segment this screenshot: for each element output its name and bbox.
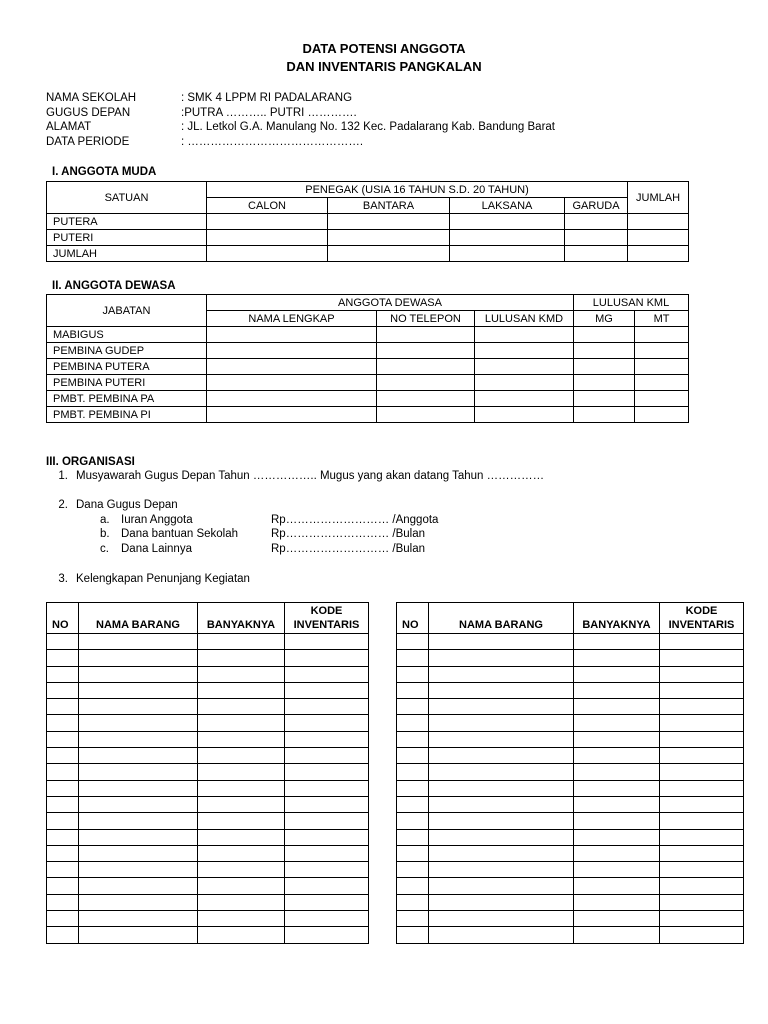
inventory-cell bbox=[47, 927, 79, 943]
table-row bbox=[47, 246, 689, 262]
info-value: : JL. Letkol G.A. Manulang No. 132 Kec. Padalarang Kab. Bandung Barat bbox=[181, 121, 555, 133]
item-text: Dana Gugus Depan bbox=[76, 499, 178, 511]
dana-value: Rp……………………… /Bulan bbox=[271, 543, 426, 555]
row-label: PEMBINA PUTERA bbox=[47, 359, 207, 375]
inventory-cell bbox=[47, 715, 79, 731]
inventory-cell bbox=[429, 862, 574, 878]
kode-line-1: KODE bbox=[685, 605, 718, 617]
title-line-1: DATA POTENSI ANGGOTA bbox=[302, 41, 466, 56]
col-kode-inventaris bbox=[285, 603, 369, 634]
inventory-cell bbox=[574, 715, 660, 731]
inventory-row bbox=[47, 878, 369, 894]
inventory-cell bbox=[285, 715, 369, 731]
inventory-cell bbox=[660, 911, 744, 927]
title-line-2: DAN INVENTARIS PANGKALAN bbox=[286, 59, 482, 74]
inventory-cell bbox=[397, 731, 429, 747]
inventory-row bbox=[47, 650, 369, 666]
inventory-row bbox=[47, 731, 369, 747]
item-number: 1. bbox=[58, 470, 68, 482]
inventory-cell bbox=[660, 780, 744, 796]
inventory-cell bbox=[574, 682, 660, 698]
inventory-cell bbox=[285, 845, 369, 861]
inventory-row bbox=[47, 715, 369, 731]
inventory-cell bbox=[660, 878, 744, 894]
info-label: DATA PERIODE bbox=[46, 135, 130, 148]
inventory-cell bbox=[397, 682, 429, 698]
inventory-cell bbox=[397, 634, 429, 650]
inventory-cell bbox=[574, 731, 660, 747]
inventory-cell bbox=[397, 666, 429, 682]
inventory-row bbox=[397, 894, 744, 910]
school-info bbox=[46, 91, 555, 149]
inventory-row bbox=[47, 845, 369, 861]
inventory-cell bbox=[429, 780, 574, 796]
inventory-cell bbox=[397, 715, 429, 731]
row-label: PEMBINA PUTERI bbox=[47, 375, 207, 391]
inventory-cell bbox=[198, 878, 285, 894]
inventory-table-right bbox=[396, 602, 744, 944]
inventory-cell bbox=[574, 878, 660, 894]
inventory-cell bbox=[429, 927, 574, 943]
inventory-cell bbox=[397, 699, 429, 715]
inventory-cell bbox=[47, 894, 79, 910]
inventory-cell bbox=[429, 878, 574, 894]
inventory-cell bbox=[198, 780, 285, 796]
inventory-cell bbox=[79, 731, 198, 747]
inventory-cell bbox=[285, 780, 369, 796]
info-row-data-periode bbox=[46, 135, 555, 150]
inventory-cell bbox=[574, 699, 660, 715]
inventory-cell bbox=[574, 796, 660, 812]
col-anggota-dewasa: ANGGOTA DEWASA bbox=[207, 295, 574, 311]
inventory-cell bbox=[47, 748, 79, 764]
inventory-cell bbox=[198, 911, 285, 927]
inventory-header-row bbox=[397, 603, 744, 634]
inventory-cell bbox=[574, 764, 660, 780]
inventory-cell bbox=[47, 845, 79, 861]
col-nama-barang: NAMA BARANG bbox=[79, 603, 198, 634]
item-text: Musyawarah Gugus Depan Tahun …………….. Mugus yang akan datang Tahun …………… bbox=[76, 470, 545, 482]
dana-item-b bbox=[100, 528, 425, 540]
row-label: PEMBINA GUDEP bbox=[47, 343, 207, 359]
inventory-row bbox=[397, 927, 744, 943]
inventory-cell bbox=[198, 634, 285, 650]
inventory-cell bbox=[429, 764, 574, 780]
inventory-cell bbox=[397, 650, 429, 666]
inventory-cell bbox=[47, 862, 79, 878]
anggota-dewasa-table bbox=[46, 294, 689, 423]
info-value: :PUTRA ……….. PUTRI …………. bbox=[181, 106, 357, 119]
inventory-cell bbox=[285, 911, 369, 927]
inventory-cell bbox=[574, 911, 660, 927]
inventory-cell bbox=[660, 796, 744, 812]
col-lulusan-kml: LULUSAN KML bbox=[574, 295, 689, 311]
table-row bbox=[47, 327, 689, 343]
inventory-cell bbox=[429, 666, 574, 682]
inventory-cell bbox=[198, 650, 285, 666]
col-lulusan-kmd: LULUSAN KMD bbox=[475, 311, 574, 327]
inventory-cell bbox=[79, 780, 198, 796]
inventory-cell bbox=[660, 682, 744, 698]
dana-letter: b. bbox=[100, 528, 110, 540]
section-1-heading: I. ANGGOTA MUDA bbox=[52, 166, 157, 178]
inventory-row bbox=[47, 829, 369, 845]
info-row-alamat bbox=[46, 120, 555, 135]
inventory-cell bbox=[429, 699, 574, 715]
col-no: NO bbox=[397, 603, 429, 634]
inventory-row bbox=[47, 699, 369, 715]
inventory-cell bbox=[79, 813, 198, 829]
inventory-cell bbox=[660, 927, 744, 943]
inventory-cell bbox=[429, 748, 574, 764]
inventory-row bbox=[397, 731, 744, 747]
inventory-cell bbox=[285, 699, 369, 715]
inventory-cell bbox=[429, 813, 574, 829]
info-label: ALAMAT bbox=[46, 121, 92, 133]
inventory-cell bbox=[660, 715, 744, 731]
inventory-cell bbox=[660, 862, 744, 878]
inventory-row bbox=[47, 748, 369, 764]
info-label: NAMA SEKOLAH bbox=[46, 92, 137, 104]
inventory-cell bbox=[79, 862, 198, 878]
inventory-cell bbox=[574, 780, 660, 796]
inventory-cell bbox=[660, 699, 744, 715]
inventory-cell bbox=[285, 666, 369, 682]
inventory-cell bbox=[285, 927, 369, 943]
inventory-cell bbox=[47, 699, 79, 715]
inventory-cell bbox=[574, 845, 660, 861]
item-number: 3. bbox=[58, 573, 68, 585]
inventory-row bbox=[47, 862, 369, 878]
inventory-cell bbox=[79, 927, 198, 943]
col-nama-lengkap: NAMA LENGKAP bbox=[207, 311, 377, 327]
row-label: PMBT. PEMBINA PI bbox=[47, 407, 207, 423]
inventory-cell bbox=[47, 731, 79, 747]
info-label: GUGUS DEPAN bbox=[46, 106, 131, 119]
inventory-cell bbox=[285, 731, 369, 747]
org-item-1 bbox=[46, 470, 544, 482]
inventory-cell bbox=[429, 845, 574, 861]
inventory-row bbox=[397, 780, 744, 796]
kode-line-1: KODE bbox=[310, 605, 343, 617]
inventory-table-left bbox=[46, 602, 369, 944]
inventory-cell bbox=[574, 650, 660, 666]
inventory-row bbox=[397, 699, 744, 715]
row-label: MABIGUS bbox=[47, 327, 207, 343]
col-bantara: BANTARA bbox=[328, 198, 450, 214]
table-row bbox=[47, 343, 689, 359]
inventory-cell bbox=[285, 748, 369, 764]
inventory-cell bbox=[198, 829, 285, 845]
inventory-cell bbox=[574, 634, 660, 650]
col-kode-inventaris bbox=[660, 603, 744, 634]
inventory-cell bbox=[397, 829, 429, 845]
inventory-cell bbox=[660, 894, 744, 910]
inventory-cell bbox=[79, 650, 198, 666]
inventory-cell bbox=[429, 650, 574, 666]
inventory-cell bbox=[198, 764, 285, 780]
inventory-cell bbox=[79, 894, 198, 910]
inventory-row bbox=[397, 764, 744, 780]
inventory-row bbox=[397, 813, 744, 829]
inventory-cell bbox=[198, 715, 285, 731]
inventory-cell bbox=[285, 829, 369, 845]
table-row bbox=[47, 375, 689, 391]
col-laksana: LAKSANA bbox=[450, 198, 565, 214]
inventory-cell bbox=[429, 634, 574, 650]
inventory-cell bbox=[47, 780, 79, 796]
inventory-cell bbox=[429, 829, 574, 845]
inventory-cell bbox=[285, 796, 369, 812]
info-row-nama-sekolah bbox=[46, 91, 555, 106]
inventory-cell bbox=[79, 666, 198, 682]
inventory-row bbox=[397, 829, 744, 845]
inventory-cell bbox=[47, 796, 79, 812]
inventory-cell bbox=[429, 682, 574, 698]
dana-value: Rp……………………… /Bulan bbox=[271, 528, 426, 540]
col-no: NO bbox=[47, 603, 79, 634]
item-text: Kelengkapan Penunjang Kegiatan bbox=[76, 573, 250, 585]
dana-label: Iuran Anggota bbox=[121, 514, 193, 526]
inventory-row bbox=[47, 927, 369, 943]
inventory-cell bbox=[397, 780, 429, 796]
inventory-cell bbox=[397, 911, 429, 927]
row-label: PUTERI bbox=[47, 230, 207, 246]
inventory-row bbox=[397, 796, 744, 812]
inventory-cell bbox=[198, 927, 285, 943]
inventory-cell bbox=[198, 845, 285, 861]
col-penegak: PENEGAK (USIA 16 TAHUN S.D. 20 TAHUN) bbox=[207, 182, 628, 198]
inventory-cell bbox=[397, 894, 429, 910]
col-banyaknya: BANYAKNYA bbox=[198, 603, 285, 634]
inventory-row bbox=[397, 682, 744, 698]
section-2-heading: II. ANGGOTA DEWASA bbox=[52, 280, 176, 292]
inventory-cell bbox=[397, 813, 429, 829]
inventory-header-row bbox=[47, 603, 369, 634]
inventory-cell bbox=[79, 796, 198, 812]
inventory-cell bbox=[429, 894, 574, 910]
row-label: PUTERA bbox=[47, 214, 207, 230]
inventory-row bbox=[47, 894, 369, 910]
row-label: JUMLAH bbox=[47, 246, 207, 262]
col-jumlah: JUMLAH bbox=[628, 182, 689, 214]
inventory-cell bbox=[198, 894, 285, 910]
inventory-cell bbox=[198, 666, 285, 682]
kode-line-2: INVENTARIS bbox=[293, 619, 360, 631]
col-mt: MT bbox=[635, 311, 689, 327]
inventory-cell bbox=[660, 731, 744, 747]
info-value: : SMK 4 LPPM RI PADALARANG bbox=[181, 92, 353, 104]
inventory-cell bbox=[285, 634, 369, 650]
inventory-cell bbox=[79, 845, 198, 861]
inventory-cell bbox=[79, 911, 198, 927]
inventory-cell bbox=[198, 796, 285, 812]
dana-letter: c. bbox=[100, 543, 109, 555]
dana-item-c bbox=[100, 543, 425, 555]
inventory-cell bbox=[79, 682, 198, 698]
col-satuan: SATUAN bbox=[47, 182, 207, 214]
inventory-row bbox=[47, 780, 369, 796]
anggota-muda-table bbox=[46, 181, 689, 262]
section-3-heading: III. ORGANISASI bbox=[46, 456, 135, 468]
table-row bbox=[47, 214, 689, 230]
inventory-cell bbox=[660, 764, 744, 780]
inventory-cell bbox=[198, 862, 285, 878]
inventory-cell bbox=[47, 666, 79, 682]
inventory-cell bbox=[47, 764, 79, 780]
inventory-cell bbox=[285, 878, 369, 894]
table-row bbox=[47, 391, 689, 407]
inventory-cell bbox=[79, 634, 198, 650]
col-banyaknya: BANYAKNYA bbox=[574, 603, 660, 634]
org-item-3 bbox=[46, 573, 250, 585]
inventory-cell bbox=[198, 813, 285, 829]
inventory-cell bbox=[285, 764, 369, 780]
inventory-cell bbox=[79, 715, 198, 731]
col-nama-barang: NAMA BARANG bbox=[429, 603, 574, 634]
inventory-cell bbox=[397, 796, 429, 812]
inventory-cell bbox=[574, 666, 660, 682]
dana-value: Rp……………………… /Anggota bbox=[271, 514, 439, 526]
inventory-cell bbox=[660, 666, 744, 682]
inventory-cell bbox=[47, 682, 79, 698]
inventory-cell bbox=[397, 764, 429, 780]
inventory-cell bbox=[660, 748, 744, 764]
inventory-cell bbox=[574, 748, 660, 764]
inventory-row bbox=[47, 796, 369, 812]
inventory-cell bbox=[660, 634, 744, 650]
org-item-2 bbox=[46, 499, 178, 511]
inventory-cell bbox=[47, 829, 79, 845]
inventory-cell bbox=[47, 911, 79, 927]
inventory-cell bbox=[285, 813, 369, 829]
inventory-cell bbox=[660, 829, 744, 845]
inventory-cell bbox=[429, 911, 574, 927]
inventory-cell bbox=[397, 862, 429, 878]
inventory-cell bbox=[574, 894, 660, 910]
inventory-row bbox=[397, 878, 744, 894]
kode-line-2: INVENTARIS bbox=[668, 619, 735, 631]
col-mg: MG bbox=[574, 311, 635, 327]
inventory-cell bbox=[47, 650, 79, 666]
inventory-cell bbox=[198, 748, 285, 764]
inventory-cell bbox=[429, 715, 574, 731]
inventory-row bbox=[47, 813, 369, 829]
col-no-telepon: NO TELEPON bbox=[377, 311, 475, 327]
inventory-row bbox=[397, 862, 744, 878]
inventory-cell bbox=[79, 878, 198, 894]
inventory-row bbox=[397, 666, 744, 682]
info-value: : ………………………………………. bbox=[181, 135, 364, 148]
inventory-cell bbox=[574, 829, 660, 845]
inventory-cell bbox=[429, 731, 574, 747]
inventory-cell bbox=[574, 813, 660, 829]
inventory-cell bbox=[574, 862, 660, 878]
info-row-gugus-depan bbox=[46, 106, 555, 121]
col-calon: CALON bbox=[207, 198, 328, 214]
inventory-cell bbox=[660, 813, 744, 829]
inventory-cell bbox=[660, 845, 744, 861]
inventory-cell bbox=[397, 845, 429, 861]
inventory-cell bbox=[285, 894, 369, 910]
table-row bbox=[47, 407, 689, 423]
dana-item-a bbox=[100, 514, 438, 526]
inventory-row bbox=[397, 748, 744, 764]
inventory-row bbox=[47, 634, 369, 650]
inventory-cell bbox=[79, 699, 198, 715]
inventory-cell bbox=[397, 878, 429, 894]
dana-letter: a. bbox=[100, 514, 110, 526]
inventory-row bbox=[397, 715, 744, 731]
inventory-cell bbox=[285, 650, 369, 666]
inventory-cell bbox=[47, 634, 79, 650]
inventory-cell bbox=[198, 699, 285, 715]
inventory-cell bbox=[198, 731, 285, 747]
dana-label: Dana Lainnya bbox=[121, 543, 192, 555]
inventory-row bbox=[397, 634, 744, 650]
col-jabatan: JABATAN bbox=[47, 295, 207, 327]
item-number: 2. bbox=[58, 499, 68, 511]
inventory-cell bbox=[397, 927, 429, 943]
col-garuda: GARUDA bbox=[565, 198, 628, 214]
inventory-cell bbox=[429, 796, 574, 812]
inventory-cell bbox=[79, 764, 198, 780]
inventory-cell bbox=[397, 748, 429, 764]
inventory-cell bbox=[79, 829, 198, 845]
inventory-cell bbox=[47, 813, 79, 829]
inventory-row bbox=[397, 911, 744, 927]
inventory-cell bbox=[47, 878, 79, 894]
inventory-row bbox=[47, 666, 369, 682]
inventory-cell bbox=[198, 682, 285, 698]
table-row bbox=[47, 230, 689, 246]
inventory-row bbox=[47, 764, 369, 780]
inventory-row bbox=[397, 650, 744, 666]
row-label: PMBT. PEMBINA PA bbox=[47, 391, 207, 407]
inventory-cell bbox=[285, 682, 369, 698]
inventory-row bbox=[47, 911, 369, 927]
inventory-cell bbox=[285, 862, 369, 878]
inventory-row bbox=[47, 682, 369, 698]
inventory-cell bbox=[574, 927, 660, 943]
dana-label: Dana bantuan Sekolah bbox=[121, 528, 239, 540]
inventory-row bbox=[397, 845, 744, 861]
table-row bbox=[47, 359, 689, 375]
inventory-cell bbox=[79, 748, 198, 764]
inventory-cell bbox=[660, 650, 744, 666]
